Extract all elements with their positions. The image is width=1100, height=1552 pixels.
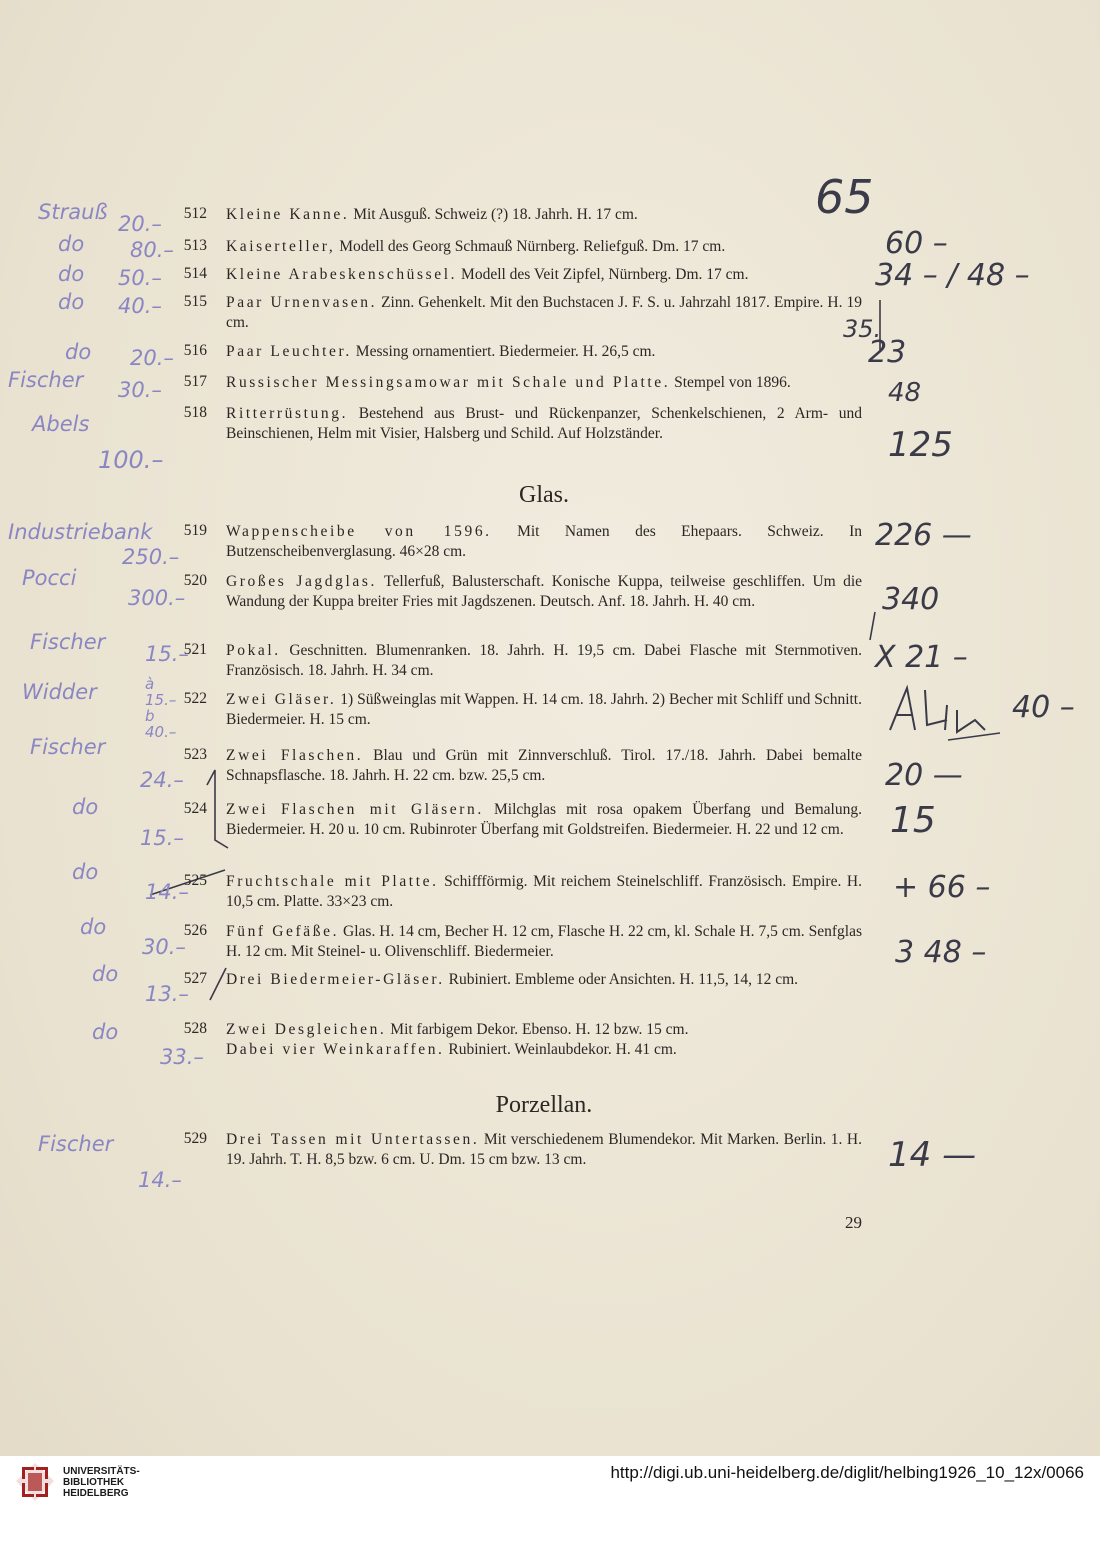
lot-description: Zwei Flaschen. Blau und Grün mit Zinnverschluß. Tirol. 17./18. Jahrh. Dabei bemalte Schnapsflasche. 18. Jahrh. H. 22 cm. bzw. 25,5 cm.: [226, 747, 862, 784]
buyer-name: do: [72, 860, 99, 884]
lot-description: Drei Tassen mit Untertassen. Mit verschiedenem Blumendekor. Mit Marken. Berlin. 1. H. 19. Jahrh. T. H. 8,5 bzw. 6 cm. U. Dm. 15 cm bzw. 13 cm.: [226, 1131, 862, 1168]
lot-number: 522: [183, 690, 207, 707]
sale-tally: 48: [888, 378, 922, 408]
lot-number: 519: [183, 522, 207, 539]
sale-tally: 15: [890, 800, 936, 841]
lot-description: Kleine Kanne. Mit Ausguß. Schweiz (?) 18. Jahrh. H. 17 cm.: [226, 206, 638, 223]
lot-description: Zwei Gläser. 1) Süßweinglas mit Wappen. H. 14 cm. 18. Jahrh. 2) Becher mit Schliff und Schnitt. Biedermeier. H. 15 cm.: [226, 691, 862, 728]
lot-description: Zwei Flaschen mit Gläsern. Milchglas mit rosa opakem Überfang und Bemalung. Biedermeier. H. 20 u. 10 cm. Rubinroter Überfang mit Goldstreifen. Biedermeier. H. 22 und 12 cm.: [226, 801, 862, 838]
lot-number: 515: [183, 293, 207, 310]
sale-tally: 60 –: [885, 226, 948, 261]
buyer-name: do: [65, 340, 92, 364]
hammer-price: 250.–: [122, 545, 180, 569]
lot-description: Pokal. Geschnitten. Blumenranken. 18. Jahrh. H. 19,5 cm. Dabei Flasche mit Sternmotiven. Französisch. 18. Jahrh. H. 34 cm.: [226, 642, 862, 679]
lot-number: 529: [183, 1130, 207, 1147]
lot-number: 520: [183, 572, 207, 589]
buyer-name: do: [92, 1020, 119, 1044]
hammer-price: 20.–: [118, 212, 162, 236]
buyer-name: Abels: [32, 412, 90, 436]
buyer-name: do: [80, 915, 107, 939]
lot-description: Fünf Gefäße. Glas. H. 14 cm, Becher H. 12 cm, Flasche H. 22 cm, kl. Schale H. 7,5 cm. Senfglas H. 12 cm. Mit Steinel- u. Olivenschliff. Biedermeier.: [226, 923, 862, 960]
hammer-price: 14.–: [145, 880, 189, 904]
buyer-name: do: [58, 232, 85, 256]
lot-number: 517: [183, 373, 207, 390]
hammer-price: 14.–: [138, 1168, 182, 1192]
lot-number: 521: [183, 641, 207, 658]
tally-scribble: [885, 680, 995, 740]
lot-description: Fruchtschale mit Platte. Schiffförmig. Mit reichem Steinelschliff. Französisch. Empire. H. 10,5 cm. Platte. 33×23 cm.: [226, 873, 862, 910]
sale-tally: + 66 –: [893, 870, 991, 905]
lot-number: 525: [183, 872, 207, 889]
sale-tally: 65: [815, 170, 874, 224]
sale-tally: 3 48 –: [895, 935, 987, 970]
sale-tally: 34 – / 48 –: [875, 258, 1030, 293]
hammer-price: 15.–: [145, 642, 189, 666]
lot-number: 528: [183, 1020, 207, 1037]
lot-number: 513: [183, 237, 207, 254]
hammer-price: 30.–: [142, 935, 186, 959]
lot-number: 518: [183, 404, 207, 421]
buyer-name: do: [92, 962, 119, 986]
buyer-name: Fischer: [30, 735, 106, 759]
buyer-name: do: [58, 290, 85, 314]
lot-description: Paar Urnenvasen. Zinn. Gehenkelt. Mit den Buchstacen J. F. S. u. Jahrzahl 1817. Empire. H. 19 cm.: [226, 294, 862, 331]
sale-tally: 23: [868, 335, 907, 370]
sale-tally: 125: [888, 425, 953, 465]
hammer-price: 40.–: [118, 294, 162, 318]
sale-tally: 340: [882, 582, 940, 617]
lot-description: Ritterrüstung. Bestehend aus Brust- und Rückenpanzer, Schenkelschienen, 2 Arm- und Beinschienen, Helm mit Visier, Halsberg und Schild. Auf Holzständer.: [226, 405, 862, 442]
lot-description: Drei Biedermeier-Gläser. Rubiniert. Embleme oder Ansichten. H. 11,5, 14, 12 cm.: [226, 971, 799, 988]
lot-description: Großes Jagdglas. Tellerfuß, Balusterschaft. Konische Kuppa, teilweise geschliffen. Um die Wandung der Kuppa breiter Fries mit Jagdszenen. Deutsch. Anf. 18. Jahrh. H. 40 cm.: [226, 573, 862, 610]
buyer-name: Industriebank: [8, 520, 153, 544]
lot-number: 514: [183, 265, 207, 282]
lot-description: Wappenscheibe von 1596. Mit Namen des Ehepaars. Schweiz. In Butzenscheibenverglasung. 46×28 cm.: [226, 523, 862, 560]
buyer-name: Widder: [22, 680, 97, 704]
buyer-name: Fischer: [38, 1132, 114, 1156]
buyer-name: Fischer: [8, 368, 84, 392]
page-number: 29: [845, 1213, 862, 1232]
lot-description: Zwei Desgleichen. Mit farbigem Dekor. Ebenso. H. 12 bzw. 15 cm. Dabei vier Weinkaraffen. Rubiniert. Weinlaubdekor. H. 41 cm.: [226, 1021, 689, 1058]
sale-tally: X 21 –: [875, 640, 968, 675]
hammer-price: à 15.– b 40.–: [145, 675, 177, 741]
section-heading-glas: Glas.: [519, 482, 569, 508]
buyer-name: Pocci: [22, 566, 77, 590]
hammer-price: 300.–: [128, 586, 186, 610]
sale-tally: 20 —: [885, 758, 963, 793]
lot-number: 527: [183, 970, 207, 987]
hammer-price: 15.–: [140, 826, 184, 850]
lot-description: Russischer Messingsamowar mit Schale und Platte. Stempel von 1896.: [226, 374, 791, 391]
buyer-name: do: [58, 262, 85, 286]
sale-tally: 14 —: [888, 1135, 977, 1175]
lot-number: 524: [183, 800, 207, 817]
hammer-price: 33.–: [160, 1045, 204, 1069]
lot-number: 512: [183, 205, 207, 222]
hammer-price: 13.–: [145, 982, 189, 1006]
lot-number: 523: [183, 746, 207, 763]
sale-tally: 35.: [843, 315, 882, 343]
hammer-price: 20.–: [130, 346, 174, 370]
buyer-name: Fischer: [30, 630, 106, 654]
hammer-price: 100.–: [98, 446, 164, 474]
buyer-name: do: [72, 795, 99, 819]
lot-number: 516: [183, 342, 207, 359]
section-heading-porzellan: Porzellan.: [495, 1092, 593, 1118]
hammer-price: 24.–: [140, 768, 184, 792]
library-logo-icon: [14, 1461, 56, 1503]
lot-description: Kaiserteller, Modell des Georg Schmauß Nürnberg. Reliefguß. Dm. 17 cm.: [226, 238, 726, 255]
hammer-price: 50.–: [118, 266, 162, 290]
lot-description: Kleine Arabeskenschüssel. Modell des Veit Zipfel, Nürnberg. Dm. 17 cm.: [226, 266, 749, 283]
lot-description: Paar Leuchter. Messing ornamentiert. Biedermeier. H. 26,5 cm.: [226, 343, 656, 360]
sale-tally: 40 –: [1012, 690, 1075, 725]
hammer-price: 30.–: [118, 378, 162, 402]
library-name: UNIVERSITÄTS- BIBLIOTHEK HEIDELBERG: [63, 1466, 140, 1499]
lot-number: 526: [183, 922, 207, 939]
buyer-name: Strauß: [38, 200, 108, 224]
hammer-price: 80.–: [130, 238, 174, 262]
sale-tally: 226 —: [875, 518, 972, 553]
source-url[interactable]: http://digi.ub.uni-heidelberg.de/diglit/helbing1926_10_12x/0066: [610, 1463, 1084, 1482]
